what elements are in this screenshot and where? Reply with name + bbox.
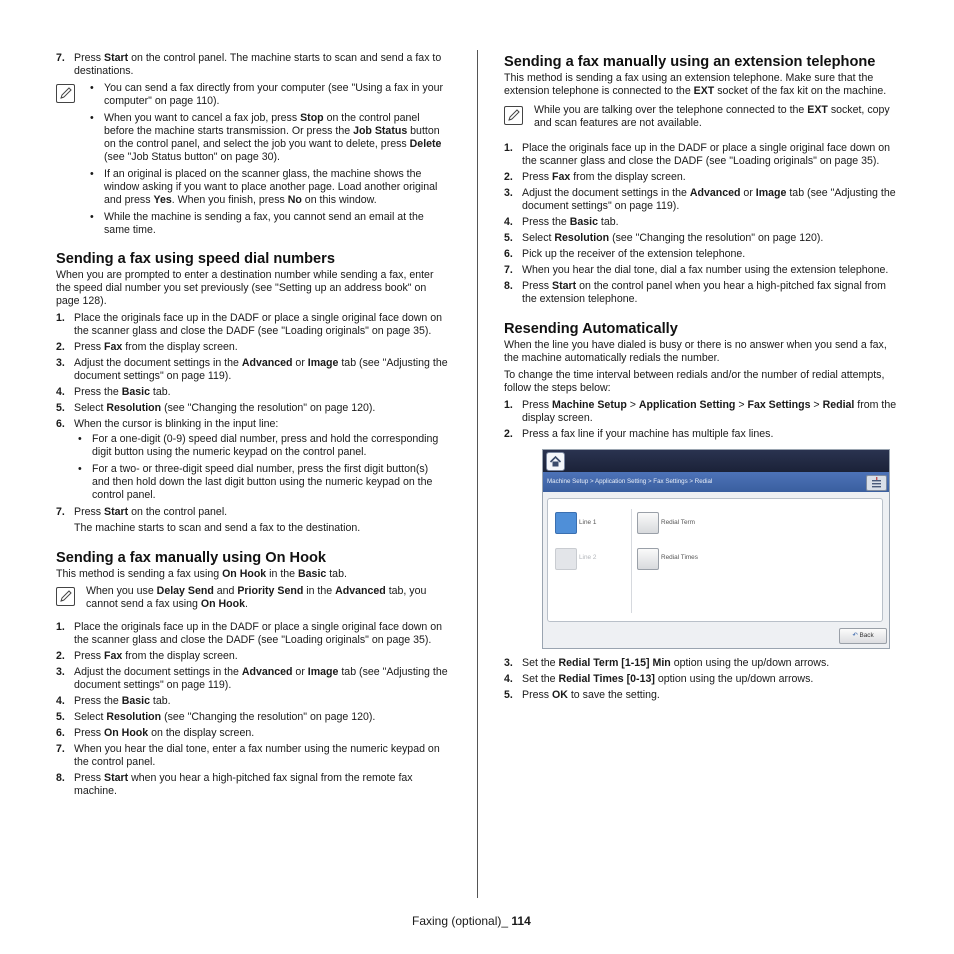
- step-number: 7.: [56, 743, 65, 755]
- bullet-item: [86, 82, 448, 108]
- step-item: [504, 673, 898, 686]
- bold-term: Image: [755, 187, 787, 199]
- bullet-dot-icon: •: [78, 433, 82, 445]
- bold-term: Advanced: [689, 187, 741, 199]
- line1-label: Line 1: [579, 519, 597, 526]
- resending-p2: To change the time interval between redials and/or the number of redial attempts, follow the steps below:: [504, 369, 885, 394]
- back-label: Back: [859, 632, 874, 639]
- bold-term: Start: [104, 52, 129, 64]
- step-number: 6.: [56, 418, 65, 430]
- bold-term: Basic: [569, 216, 598, 228]
- step-text: Select Resolution (see "Changing the resolution" on page 120).: [74, 711, 376, 723]
- step-text: Press Fax from the display screen.: [74, 341, 238, 353]
- on-hook-intro: This method is sending a fax using On Hook in the Basic tab.: [56, 568, 347, 580]
- list-icon[interactable]: [866, 475, 887, 491]
- bold-term: Yes: [153, 194, 172, 206]
- speed-dial-steps: [56, 312, 448, 431]
- extension-note-text: While you are talking over the telephone connected to the EXT socket, copy and scan features are not available.: [534, 104, 890, 129]
- bullet-dot-icon: •: [90, 82, 94, 94]
- step-number: 1.: [504, 142, 513, 154]
- line1-checkbox[interactable]: [555, 512, 577, 534]
- bold-term: Start: [552, 280, 577, 292]
- step-text: Press Machine Setup > Application Setting > Fax Settings > Redial from the display screen.: [522, 399, 897, 424]
- step-item: [504, 187, 898, 213]
- resending-steps-after: [504, 657, 898, 702]
- step-item: [504, 399, 898, 425]
- step-7: [56, 506, 448, 519]
- device-top-bar: [543, 450, 889, 472]
- step-number: 4.: [56, 386, 65, 398]
- bullet-item: [86, 168, 448, 207]
- note-pencil-icon: [504, 106, 523, 125]
- step-text: Press Start when you hear a high-pitched fax signal from the remote fax machine.: [74, 772, 413, 797]
- note-pencil-icon: [56, 587, 75, 606]
- bold-term: Stop: [300, 112, 324, 124]
- step-item: [504, 428, 898, 441]
- step-item: [56, 711, 448, 724]
- step-number: 3.: [504, 187, 513, 199]
- bold-term: No: [287, 194, 302, 206]
- step-text: Pick up the receiver of the extension telephone.: [522, 248, 746, 260]
- step-item: [504, 280, 898, 306]
- step-item: [504, 216, 898, 229]
- bold-term: On Hook: [104, 727, 149, 739]
- step-item: [56, 743, 448, 769]
- step-item: [504, 657, 898, 670]
- section-heading-extension: Sending a fax manually using an extension telephone: [504, 54, 876, 70]
- resending-p1: When the line you have dialed is busy or there is no answer when you send a fax, the machine automatically redials the number.: [504, 339, 887, 364]
- note-pencil-icon: [56, 84, 75, 103]
- step-text: When the cursor is blinking in the input line:: [74, 418, 279, 430]
- bold-term: Advanced: [335, 585, 386, 597]
- step-item: [56, 621, 448, 647]
- bold-term: Basic: [121, 695, 150, 707]
- step-number: 2.: [56, 650, 65, 662]
- page-number: 114: [511, 914, 531, 928]
- resending-steps: [504, 399, 898, 441]
- step-text: Press Fax from the display screen.: [522, 171, 686, 183]
- bold-term: Fax: [104, 341, 123, 353]
- column-divider: [477, 50, 478, 898]
- redial-times-label: Redial Times: [661, 554, 698, 561]
- step-text: Press the Basic tab.: [74, 386, 171, 398]
- redial-times-button[interactable]: [637, 548, 659, 570]
- step-item: [56, 341, 448, 354]
- step-item: [56, 650, 448, 663]
- panel-divider: [631, 509, 632, 613]
- extension-note: [504, 104, 898, 130]
- step-text: Press the Basic tab.: [74, 695, 171, 707]
- step-number: 8.: [56, 772, 65, 784]
- step-text: Adjust the document settings in the Advanced or Image tab (see "Adjusting the document settings" on page 119).: [74, 666, 448, 691]
- bullet-item: [74, 433, 448, 459]
- note-block: [56, 82, 448, 237]
- extension-steps: [504, 142, 898, 306]
- step-text: Select Resolution (see "Changing the resolution" on page 120).: [74, 402, 376, 414]
- step-item: [56, 666, 448, 692]
- step-number: 4.: [504, 673, 513, 685]
- bold-term: OK: [552, 689, 568, 701]
- bullet-dot-icon: •: [90, 168, 94, 180]
- speed-dial-sub-bullets: [74, 433, 448, 502]
- step-number: 6.: [504, 248, 513, 260]
- step-number: 1.: [56, 312, 65, 324]
- line2-label: Line 2: [579, 554, 597, 561]
- step-text: Press Start on the control panel. The machine starts to scan and send a fax to destinations.: [74, 52, 442, 77]
- step-number: 5.: [56, 711, 65, 723]
- step-text: Set the Redial Times [0-13] option using the up/down arrows.: [522, 673, 814, 685]
- home-icon[interactable]: [546, 452, 565, 471]
- step-number: 8.: [504, 280, 513, 292]
- bold-term: Priority Send: [237, 585, 304, 597]
- footer-label: Faxing (optional)_: [412, 914, 512, 928]
- step-number: 7.: [56, 52, 65, 64]
- step-number: 4.: [504, 216, 513, 228]
- on-hook-steps: [56, 621, 448, 798]
- bold-term: Advanced: [241, 666, 293, 678]
- step-number: 7.: [56, 506, 65, 518]
- redial-panel: [547, 498, 883, 622]
- step-text: Press the Basic tab.: [522, 216, 619, 228]
- step-number: 6.: [56, 727, 65, 739]
- step-text: Place the originals face up in the DADF or place a single original face down on the scanner glass and close the DADF (see "Loading originals" on page 35).: [74, 621, 443, 646]
- speed-dial-after: The machine starts to scan and send a fax to the destination.: [74, 522, 361, 534]
- left-column: [56, 52, 448, 801]
- bullet-text: While the machine is sending a fax, you cannot send an email at the same time.: [104, 211, 424, 236]
- bold-term: Job Status: [353, 125, 408, 137]
- step-item: [504, 142, 898, 168]
- speed-dial-step7-list: [56, 506, 448, 519]
- bold-term: Redial Times [0-13]: [558, 673, 655, 685]
- step-7: [56, 52, 448, 78]
- bullet-dot-icon: •: [78, 463, 82, 475]
- bullet-dot-icon: •: [90, 112, 94, 124]
- step-text: Press a fax line if your machine has multiple fax lines.: [522, 428, 774, 440]
- step-item: [56, 357, 448, 383]
- step-item: [504, 232, 898, 245]
- bold-term: On Hook: [222, 568, 267, 580]
- bold-term: Redial Term [1-15] Min: [558, 657, 671, 669]
- bold-term: On Hook: [200, 598, 245, 610]
- bold-term: Machine Setup: [552, 399, 627, 411]
- bullet-item: [74, 463, 448, 502]
- back-arrow-icon: ↶: [852, 632, 858, 639]
- step-item: [56, 418, 448, 431]
- step-number: 5.: [504, 689, 513, 701]
- bold-term: Advanced: [241, 357, 293, 369]
- step-number: 1.: [56, 621, 65, 633]
- device-breadcrumb: Machine Setup > Application Setting > Fax Settings > Redial: [543, 472, 889, 492]
- step-item: [56, 695, 448, 708]
- step-item: [56, 402, 448, 415]
- bold-term: Resolution: [106, 402, 162, 414]
- step-item: [504, 689, 898, 702]
- bold-term: Fax: [104, 650, 123, 662]
- bullet-text: If an original is placed on the scanner glass, the machine shows the window asking if you want to place another page. Load another original and press Yes. When you finish, press No on this window.: [104, 168, 438, 206]
- on-hook-note: [56, 585, 448, 611]
- on-hook-note-text: When you use Delay Send and Priority Send in the Advanced tab, you cannot send a fax using On Hook.: [86, 585, 427, 610]
- step-text: Place the originals face up in the DADF or place a single original face down on the scanner glass and close the DADF (see "Loading originals" on page 35).: [74, 312, 443, 337]
- speed-dial-intro: When you are prompted to enter a destination number while sending a fax, enter the speed dial number you set previously (see "Setting up an address book" on page 128).: [56, 269, 434, 307]
- bold-term: Delay Send: [156, 585, 214, 597]
- step-item: [56, 772, 448, 798]
- step-text: Set the Redial Term [1-15] Min option using the up/down arrows.: [522, 657, 830, 669]
- section-heading-speed-dial: Sending a fax using speed dial numbers: [56, 251, 335, 267]
- step-text: Press Fax from the display screen.: [74, 650, 238, 662]
- bullet-text: When you want to cancel a fax job, press Stop on the control panel before the machine starts transmission. Or press the Job Status button on the control panel, and select the job you want to delete, press Delete (see "Job Status button" on page 30).: [104, 112, 442, 163]
- step-text: Press Start on the control panel when you hear a high-pitched fax signal from the extension telephone.: [522, 280, 886, 305]
- section-heading-on-hook: Sending a fax manually using On Hook: [56, 550, 327, 566]
- bullet-dot-icon: •: [90, 211, 94, 223]
- item7-list: [56, 52, 448, 78]
- step-number: 2.: [56, 341, 65, 353]
- redial-screenshot: [542, 449, 890, 649]
- step-number: 7.: [504, 264, 513, 276]
- bullet-item: [86, 211, 448, 237]
- step-text: When you hear the dial tone, enter a fax number using the numeric keypad on the control panel.: [74, 743, 440, 768]
- step-text: Press On Hook on the display screen.: [74, 727, 255, 739]
- bold-term: Application Setting: [638, 399, 736, 411]
- bold-term: Basic: [121, 386, 150, 398]
- bold-term: Delete: [409, 138, 442, 150]
- step-item: [56, 386, 448, 399]
- step-item: [504, 248, 898, 261]
- step-number: 2.: [504, 171, 513, 183]
- step-text: Press Start on the control panel.: [74, 506, 228, 518]
- redial-term-label: Redial Term: [661, 519, 695, 526]
- step-text: Adjust the document settings in the Advanced or Image tab (see "Adjusting the document settings" on page 119).: [522, 187, 896, 212]
- step-text: Place the originals face up in the DADF or place a single original face down on the scanner glass and close the DADF (see "Loading originals" on page 35).: [522, 142, 891, 167]
- bullet-text: You can send a fax directly from your computer (see "Using a fax in your computer" on page 110).: [104, 82, 443, 107]
- step-text: When you hear the dial tone, dial a fax number using the extension telephone.: [522, 264, 889, 276]
- bold-term: Redial: [822, 399, 855, 411]
- bold-term: Start: [104, 506, 129, 518]
- step-number: 3.: [504, 657, 513, 669]
- footer-text: [412, 914, 531, 928]
- step-text: Adjust the document settings in the Advanced or Image tab (see "Adjusting the document settings" on page 119).: [74, 357, 448, 382]
- section-heading-resending: Resending Automatically: [504, 321, 678, 337]
- step-number: 3.: [56, 357, 65, 369]
- bold-term: Resolution: [554, 232, 610, 244]
- bold-term: Start: [104, 772, 129, 784]
- step-number: 2.: [504, 428, 513, 440]
- step-number: 5.: [504, 232, 513, 244]
- right-column: [504, 54, 898, 705]
- bullet-text: For a two- or three-digit speed dial number, press the first digit button(s) and then hold down the last digit button using the numeric keypad on the control panel.: [92, 463, 433, 501]
- bold-term: EXT: [807, 104, 828, 116]
- bullet-text: For a one-digit (0-9) speed dial number, press and hold the corresponding digit button using the numeric keypad on the control panel.: [92, 433, 439, 458]
- step-number: 1.: [504, 399, 513, 411]
- bold-term: Basic: [298, 568, 327, 580]
- step-number: 5.: [56, 402, 65, 414]
- bold-term: Resolution: [106, 711, 162, 723]
- back-button[interactable]: [839, 628, 887, 644]
- extension-intro: This method is sending a fax using an extension telephone. Make sure that the extension telephone is connected to the EXT socket of the fax kit on the machine.: [504, 72, 887, 97]
- redial-term-button[interactable]: [637, 512, 659, 534]
- bold-term: Image: [307, 666, 339, 678]
- step-number: 3.: [56, 666, 65, 678]
- bold-term: Fax: [552, 171, 571, 183]
- step-item: [504, 264, 898, 277]
- bold-term: Image: [307, 357, 339, 369]
- bold-term: EXT: [693, 85, 715, 97]
- note-bullet-list: [86, 82, 448, 237]
- step-text: Select Resolution (see "Changing the resolution" on page 120).: [522, 232, 824, 244]
- line2-checkbox[interactable]: [555, 548, 577, 570]
- bold-term: Fax Settings: [747, 399, 811, 411]
- step-item: [504, 171, 898, 184]
- step-number: 4.: [56, 695, 65, 707]
- step-text: Press OK to save the setting.: [522, 689, 660, 701]
- bullet-item: [86, 112, 448, 164]
- step-item: [56, 727, 448, 740]
- step-item: [56, 312, 448, 338]
